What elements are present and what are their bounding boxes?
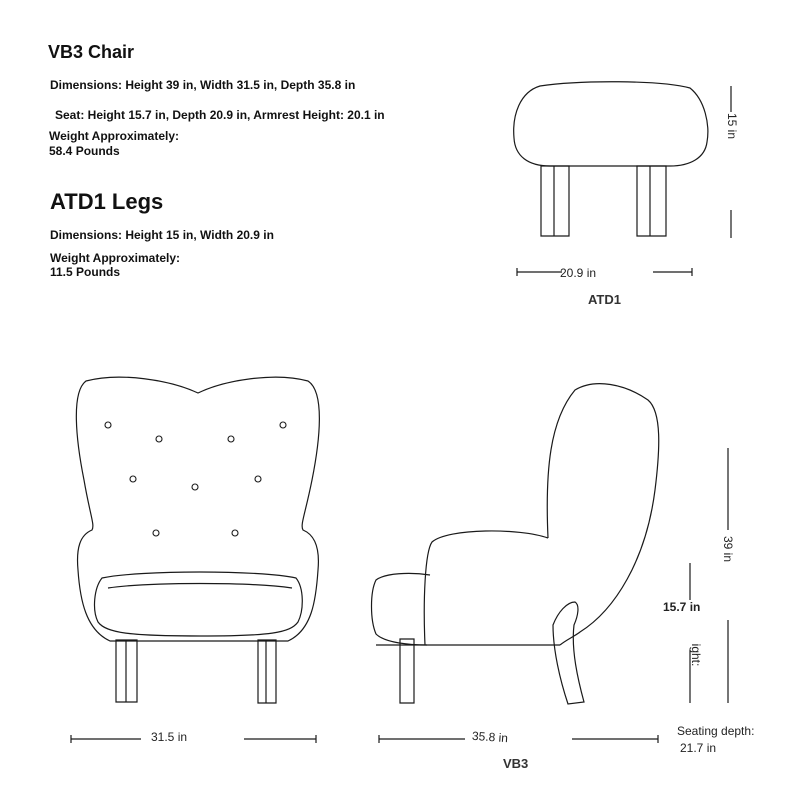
vb3-side-front-leg xyxy=(400,639,414,703)
tuft-button xyxy=(255,476,261,482)
tuft-button xyxy=(192,484,198,490)
vb3-depth-dimension xyxy=(379,735,658,743)
atd1-width-label: 20.9 in xyxy=(560,266,597,280)
vb3-seat-height-word: ight: xyxy=(689,643,703,667)
vb3-front-seat-cushion xyxy=(95,572,303,636)
vb3-depth-label: 35.8 in xyxy=(471,728,509,746)
vb3-seat-height-label: 15.7 in xyxy=(663,600,701,614)
tuft-button xyxy=(280,422,286,428)
vb3-side-back-outline xyxy=(547,384,659,645)
vb3-seating-depth-value: 21.7 in xyxy=(680,741,717,755)
vb3-dimensions: Dimensions: Height 39 in, Width 31.5 in, Depth 35.8 in xyxy=(50,78,356,92)
vb3-front-view xyxy=(76,377,319,703)
vb3-height-label: 39 in xyxy=(721,535,735,563)
tuft-button xyxy=(228,436,234,442)
vb3-front-outline xyxy=(76,377,319,641)
vb3-side-arm-front xyxy=(372,573,431,645)
vb3-seat-dimensions: Seat: Height 15.7 in, Depth 20.9 in, Armrest Height: 20.1 in xyxy=(55,108,385,122)
atd1-title: ATD1 Legs xyxy=(50,189,164,214)
vb3-title: VB3 Chair xyxy=(48,42,135,62)
atd1-caption: ATD1 xyxy=(588,292,621,307)
tuft-button xyxy=(130,476,136,482)
vb3-side-view xyxy=(372,384,659,704)
vb3-front-cushion-crease xyxy=(108,584,292,589)
vb3-caption: VB3 xyxy=(503,756,529,771)
atd1-height-label: 15 in xyxy=(725,112,739,140)
atd1-weight-value: 11.5 Pounds xyxy=(50,265,121,279)
vb3-side-back-leg xyxy=(553,602,584,704)
tuft-button xyxy=(232,530,238,536)
atd1-leg-right xyxy=(637,166,666,236)
atd1-cushion xyxy=(514,82,708,166)
atd1-footstool-drawing xyxy=(514,82,708,236)
atd1-dimensions: Dimensions: Height 15 in, Width 20.9 in xyxy=(50,228,274,242)
vb3-side-armrest xyxy=(424,531,548,645)
atd1-width-dimension xyxy=(517,268,692,276)
vb3-seating-depth-label: Seating depth: xyxy=(677,724,755,738)
vb3-weight-value: 58.4 Pounds xyxy=(49,144,120,158)
vb3-front-leg-right xyxy=(258,640,276,703)
vb3-width-dimension xyxy=(71,735,316,743)
tuft-button xyxy=(105,422,111,428)
atd1-weight-label: Weight Approximately: xyxy=(50,251,181,265)
vb3-tufted-buttons xyxy=(105,422,286,536)
vb3-width-label: 31.5 in xyxy=(151,730,188,744)
vb3-weight-label: Weight Approximately: xyxy=(49,129,180,143)
tuft-button xyxy=(153,530,159,536)
atd1-leg-left xyxy=(541,166,569,236)
tuft-button xyxy=(156,436,162,442)
